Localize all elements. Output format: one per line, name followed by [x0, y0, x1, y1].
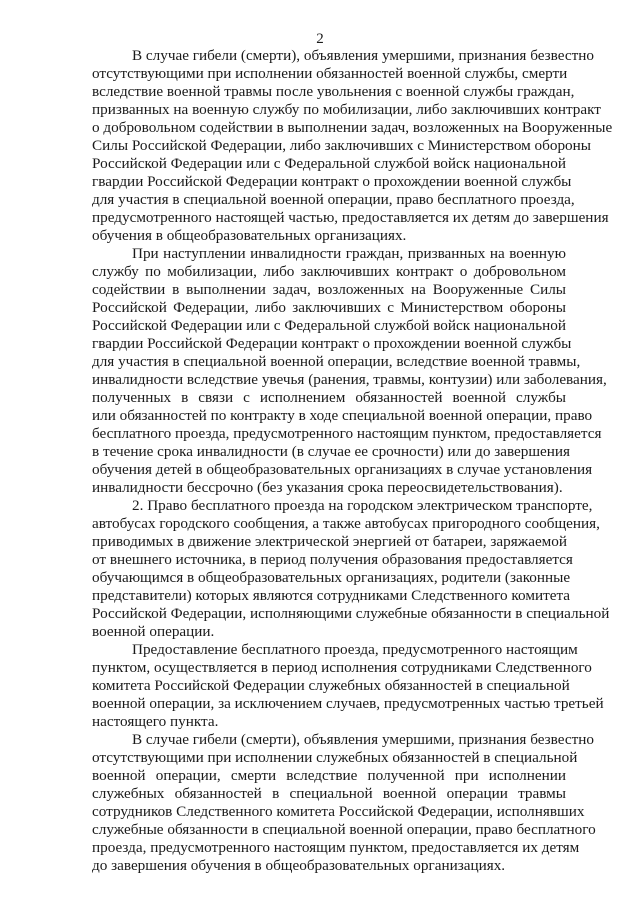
text-line: призванных на военную службу по мобилизации, либо заключивших контракт: [92, 101, 601, 118]
text-line: обучения детей в общеобразовательных организациях в случае установления: [92, 461, 593, 478]
text-line: в течение срока инвалидности (в случае ее срочности) или до завершения: [92, 443, 571, 460]
text-line: службу по мобилизации, либо заключивших контракт о добровольном: [92, 263, 566, 280]
text-line: Российской Федерации, исполняющими служебные обязанности в специальной: [92, 605, 610, 622]
text-line: отсутствующими при исполнении служебных обязанностей в специальной: [92, 749, 578, 766]
text-line: Предоставление бесплатного проезда, предусмотренного настоящим: [132, 641, 578, 658]
text-line: гвардии Российской Федерации контракт о прохождении военной службы: [92, 173, 572, 190]
text-line: служебных обязанностей в специальной военной операции травмы: [92, 785, 566, 802]
text-line: Силы Российской Федерации, либо заключивших с Министерством обороны: [92, 137, 591, 154]
text-line: для участия в специальной военной операции, вследствие военной травмы,: [92, 353, 581, 370]
text-line: При наступлении инвалидности граждан, призванных на военную: [132, 245, 566, 262]
text-line: вследствие военной травмы после увольнения с военной службы граждан,: [92, 83, 575, 100]
text-line: В случае гибели (смерти), объявления умершими, признания безвестно: [132, 47, 594, 64]
text-line: полученных в связи с исполнением обязанностей военной службы: [92, 389, 566, 406]
text-line: гвардии Российской Федерации контракт о прохождении военной службы: [92, 335, 572, 352]
text-line: 2. Право бесплатного проезда на городском электрическом транспорте,: [132, 497, 593, 514]
text-line: обучающимся в общеобразовательных организациях, родители (законные: [92, 569, 571, 586]
text-line: автобусах городского сообщения, а также автобусах пригородного сообщения,: [92, 515, 600, 532]
paragraph: [92, 245, 607, 497]
text-line: представители) которых являются сотрудниками Следственного комитета: [92, 587, 571, 604]
text-line: военной операции, смерти вследствие полученной при исполнении: [92, 767, 566, 784]
text-line: военной операции.: [92, 623, 215, 640]
text-line: предусмотренного настоящей частью, предоставляется их детям до завершения: [92, 209, 609, 226]
text-line: пунктом, осуществляется в период исполнения сотрудниками Следственного: [92, 659, 592, 676]
text-line: Российской Федерации или с Федеральной службой войск национальной: [92, 155, 566, 172]
text-line: обучения в общеобразовательных организациях.: [92, 227, 407, 244]
text-line: сотрудников Следственного комитета Российской Федерации, исполнявших: [92, 803, 585, 820]
text-line: Российской Федерации, либо заключивших с Министерством обороны: [92, 299, 566, 316]
text-line: приводимых в движение электрической энергией от батареи, заряжаемой: [92, 533, 568, 550]
text-line: бесплатного проезда, предусмотренного настоящим пунктом, предоставляется: [92, 425, 602, 442]
text-line: комитета Российской Федерации служебных обязанностей в специальной: [92, 677, 570, 694]
text-line: настоящего пункта.: [92, 713, 219, 730]
paragraph: [92, 731, 596, 875]
text-line: служебные обязанности в специальной военной операции, право бесплатного: [92, 821, 596, 838]
text-line: от внешнего источника, в период получения образования предоставляется: [92, 551, 573, 568]
page-number: 2: [316, 31, 324, 47]
paragraph: [92, 641, 604, 731]
text-line: Российской Федерации или с Федеральной службой войск национальной: [92, 317, 566, 334]
text-line: для участия в специальной военной операции, право бесплатного проезда,: [92, 191, 575, 208]
document-body: [92, 47, 613, 875]
text-line: инвалидности бессрочно (без указания срока переосвидетельствования).: [92, 479, 563, 496]
paragraph: [92, 497, 610, 641]
text-line: военной операции, за исключением случаев, предусмотренных частью третьей: [92, 695, 604, 712]
text-line: инвалидности вследствие увечья (ранения, травмы, контузии) или заболевания,: [92, 371, 607, 388]
text-line: В случае гибели (смерти), объявления умершими, признания безвестно: [132, 731, 594, 748]
paragraph: [92, 47, 613, 245]
text-line: проезда, предусмотренного настоящим пунктом, предоставляется их детям: [92, 839, 580, 856]
text-line: содействии в выполнении задач, возложенных на Вооруженные Силы: [92, 281, 566, 298]
text-line: до завершения обучения в общеобразовательных организациях.: [92, 857, 506, 874]
text-line: или обязанностей по контракту в ходе специальной военной операции, право: [92, 407, 593, 424]
text-line: отсутствующими при исполнении обязанностей военной службы, смерти: [92, 65, 568, 82]
text-line: о добровольном содействии в выполнении задач, возложенных на Вооруженные: [92, 119, 613, 136]
